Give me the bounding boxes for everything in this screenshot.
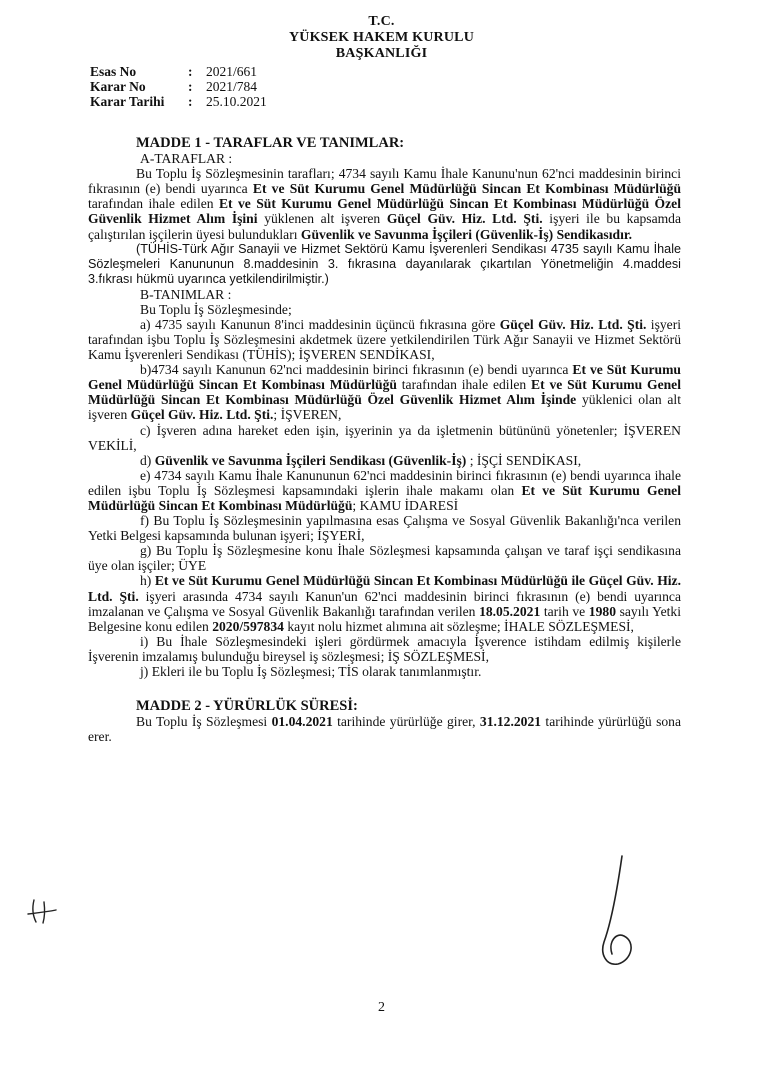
definition-item-g (88, 543, 681, 573)
bold-text: 18.05.2021 (479, 603, 541, 619)
text-run: kayıt nolu hizmet alımına ait sözleşme; İHALE SÖZLEŞMESİ, (283, 618, 634, 634)
text-run: c) İşveren adına hareket eden işin, işyerinin ya da işletmenin bütününü yönetenler; İŞVEREN VEKİLİ, (88, 422, 681, 453)
text-run: yüklenici olan alt işveren (88, 392, 681, 423)
text-run: ; İŞÇİ SENDİKASI, (466, 452, 582, 468)
meta-value: 2021/784 (206, 79, 258, 94)
meta-label: Karar Tarihi (90, 94, 165, 109)
subsection-taraflar: A-TARAFLAR : (140, 151, 233, 167)
header-tc: T.C. (368, 14, 395, 29)
bold-text: Et ve Süt Kurumu Genel Müdürlüğü Sincan Et Kombinası Müdürlüğü Özel Güvenlik Hizmet Alım İşinde (88, 377, 681, 408)
header-department: BAŞKANLIĞI (335, 46, 428, 61)
section-title-madde-1: MADDE 1 - TARAFLAR VE TANIMLAR: (136, 135, 405, 151)
taraflar-paragraph (88, 166, 681, 241)
meta-value: 2021/661 (206, 64, 258, 79)
subsection-tanimlar: B-TANIMLAR : (140, 286, 232, 302)
initials-signature (24, 898, 58, 928)
meta-value: 25.10.2021 (206, 94, 267, 109)
yururluk-paragraph (88, 714, 681, 744)
header-institution: YÜKSEK HAKEM KURULU (288, 30, 475, 45)
text-run: işyeri tarafından işbu Toplu İş Sözleşmesini akdetmek üzere yetkilendirilen Türk Ağır Sanayii ve Hizmet Sektörü Kamu İşverenleri Sendikası (TÜHİS); İŞVEREN SENDİKASI, (88, 316, 682, 363)
text-run: yüklenen alt işveren (257, 211, 387, 227)
text-run: tarihinde yürürlüğe girer, (332, 714, 480, 730)
page-number: 2 (378, 1000, 385, 1015)
definition-item-i (88, 634, 681, 664)
bold-text: 1980 (588, 603, 616, 619)
definition-item-e (88, 468, 681, 513)
text-run: h) (140, 573, 155, 589)
bold-text: Güçel Güv. Hiz. Ltd. Şti. (386, 211, 543, 227)
definition-item-j (88, 664, 681, 679)
text-run: ; İŞVEREN, (273, 407, 342, 423)
text-run: j) Ekleri ile bu Toplu İş Sözleşmesi; TİS olarak tanımlanmıştır. (140, 664, 482, 679)
text-run: f) Bu Toplu İş Sözleşmesinin yapılmasına esas Çalışma ve Sosyal Güvenlik Bakanlığı'nca verilen Yetki Belgesi kapsamında bulunan işyeri; İŞYERİ, (88, 513, 681, 544)
bold-text: Güçel Güv. Hiz. Ltd. Şti. (130, 407, 274, 423)
meta-label: Esas No (90, 64, 137, 79)
bold-text: Et ve Süt Kurumu Genel Müdürlüğü Sincan Et Kombinası Müdürlüğü (88, 482, 681, 513)
bold-text: Güvenlik ve Savunma İşçileri (Güvenlik-İş) Sendikasıdır. (300, 226, 633, 242)
meta-karar-no: Karar No : 2021/784 (90, 79, 258, 94)
text-run: tarafından ihale edilen (88, 196, 219, 212)
definition-item-h (88, 573, 681, 633)
text-run: işyeri ile bu kapsamda çalıştırılan işçilerin üyesi bulundukları (88, 211, 682, 242)
text-run: Bu Toplu İş Sözleşmesinin tarafları; 4734 sayılı Kamu İhale Kanunu'nun 62'nci maddesinin birinci fıkrasının (e) bendi uyarınca (88, 166, 681, 197)
text-run: b)4734 sayılı Kanunun 62'nci maddesinin birinci fıkrasının (e) bendi uyarınca (140, 362, 573, 378)
text-run: a) 4735 sayılı Kanunun 8'inci maddesinin üçüncü fıkrasına göre (140, 316, 500, 332)
text-run: d) (140, 452, 155, 468)
definition-item-f (88, 513, 681, 543)
bold-text: Et ve Süt Kurumu Genel Müdürlüğü Sincan Et Kombinası Müdürlüğü Özel Güvenlik Hizmet Alım İşini (88, 196, 681, 227)
tuhis-note: (TÜHİS-Türk Ağır Sanayii ve Hizmet Sektörü Kamu İşverenleri Sendikası 4735 sayılı Kamu İhale Sözleşmeleri Kanununun 8.maddesinin 3. fıkrasına dayanılarak çıkartılan Yönetmeliğin 4.maddesi 3.fıkrası hükmü uyarınca yetkilendirilmiştir.) (88, 241, 681, 286)
text-run: i) Bu İhale Sözleşmesindeki işleri gördürmek amacıyla İşverence istihdam edilmiş kişilerle İşverenin imzalamış bulunduğu bireysel iş sözleşmesi; İŞ SÖZLEŞMESİ, (88, 633, 681, 664)
definition-item-b (88, 362, 681, 422)
text-run: ; KAMU İDARESİ (352, 497, 459, 513)
bold-text: Güvenlik ve Savunma İşçileri Sendikası (Güvenlik-İş) (154, 452, 467, 468)
text-run: sayılı Yetki Belgesine konu edilen (88, 603, 681, 634)
meta-esas-no: Esas No : 2021/661 (90, 64, 258, 79)
text-run: g) Bu Toplu İş Sözleşmesine konu İhale Sözleşmesi kapsamında çalışan ve taraf işçi sendikasına üye olan işçiler; ÜYE (88, 543, 681, 574)
bold-text: 31.12.2021 (479, 714, 542, 730)
text-run: işyeri arasında 4734 sayılı Kanun'un 62'nci maddesinin birinci fıkrasının (e) bendi uyarınca imzalanan ve Çalışma ve Sosyal Güvenlik Bakanlığı tarafından verilen (88, 588, 682, 619)
bold-text: Et ve Süt Kurumu Genel Müdürlüğü Sincan Et Kombinası Müdürlüğü (88, 362, 681, 393)
bold-text: Et ve Süt Kurumu Genel Müdürlüğü Sincan Et Kombinası Müdürlüğü ile Güçel Güv. Hiz. Ltd. Şti. (88, 573, 681, 604)
document-body (88, 136, 681, 744)
text-run: e) 4734 sayılı Kamu İhale Kanununun 62'nci maddesinin birinci fıkrasının (e) bendi uyarınca ihale edilen işbu Toplu İş Sözleşmesi kapsamındaki işlerin ihale makamı olan (88, 467, 681, 498)
signature-mark (560, 850, 670, 990)
text-run: tarafından ihale edilen (396, 377, 532, 393)
text-run: Bu Toplu İş Sözleşmesi (136, 714, 272, 730)
meta-karar-tarihi: Karar Tarihi : 25.10.2021 (90, 94, 267, 109)
bold-text: Güçel Güv. Hiz. Ltd. Şti. (499, 316, 647, 332)
meta-label: Karar No (90, 79, 146, 94)
tanimlar-intro: Bu Toplu İş Sözleşmesinde; (140, 301, 292, 317)
bold-text: 01.04.2021 (271, 714, 333, 730)
text-run: tarihinde yürürlüğü sona erer. (88, 714, 681, 745)
bold-text: Et ve Süt Kurumu Genel Müdürlüğü Sincan Et Kombinası Müdürlüğü (252, 181, 681, 197)
definition-item-c (88, 423, 681, 453)
definition-item-a (88, 317, 681, 362)
text-run: tarih ve (540, 603, 589, 619)
bold-text: 2020/597834 (212, 618, 284, 634)
section-title-madde-2: MADDE 2 - YÜRÜRLÜK SÜRESİ: (136, 698, 358, 715)
definition-item-d (88, 453, 681, 468)
